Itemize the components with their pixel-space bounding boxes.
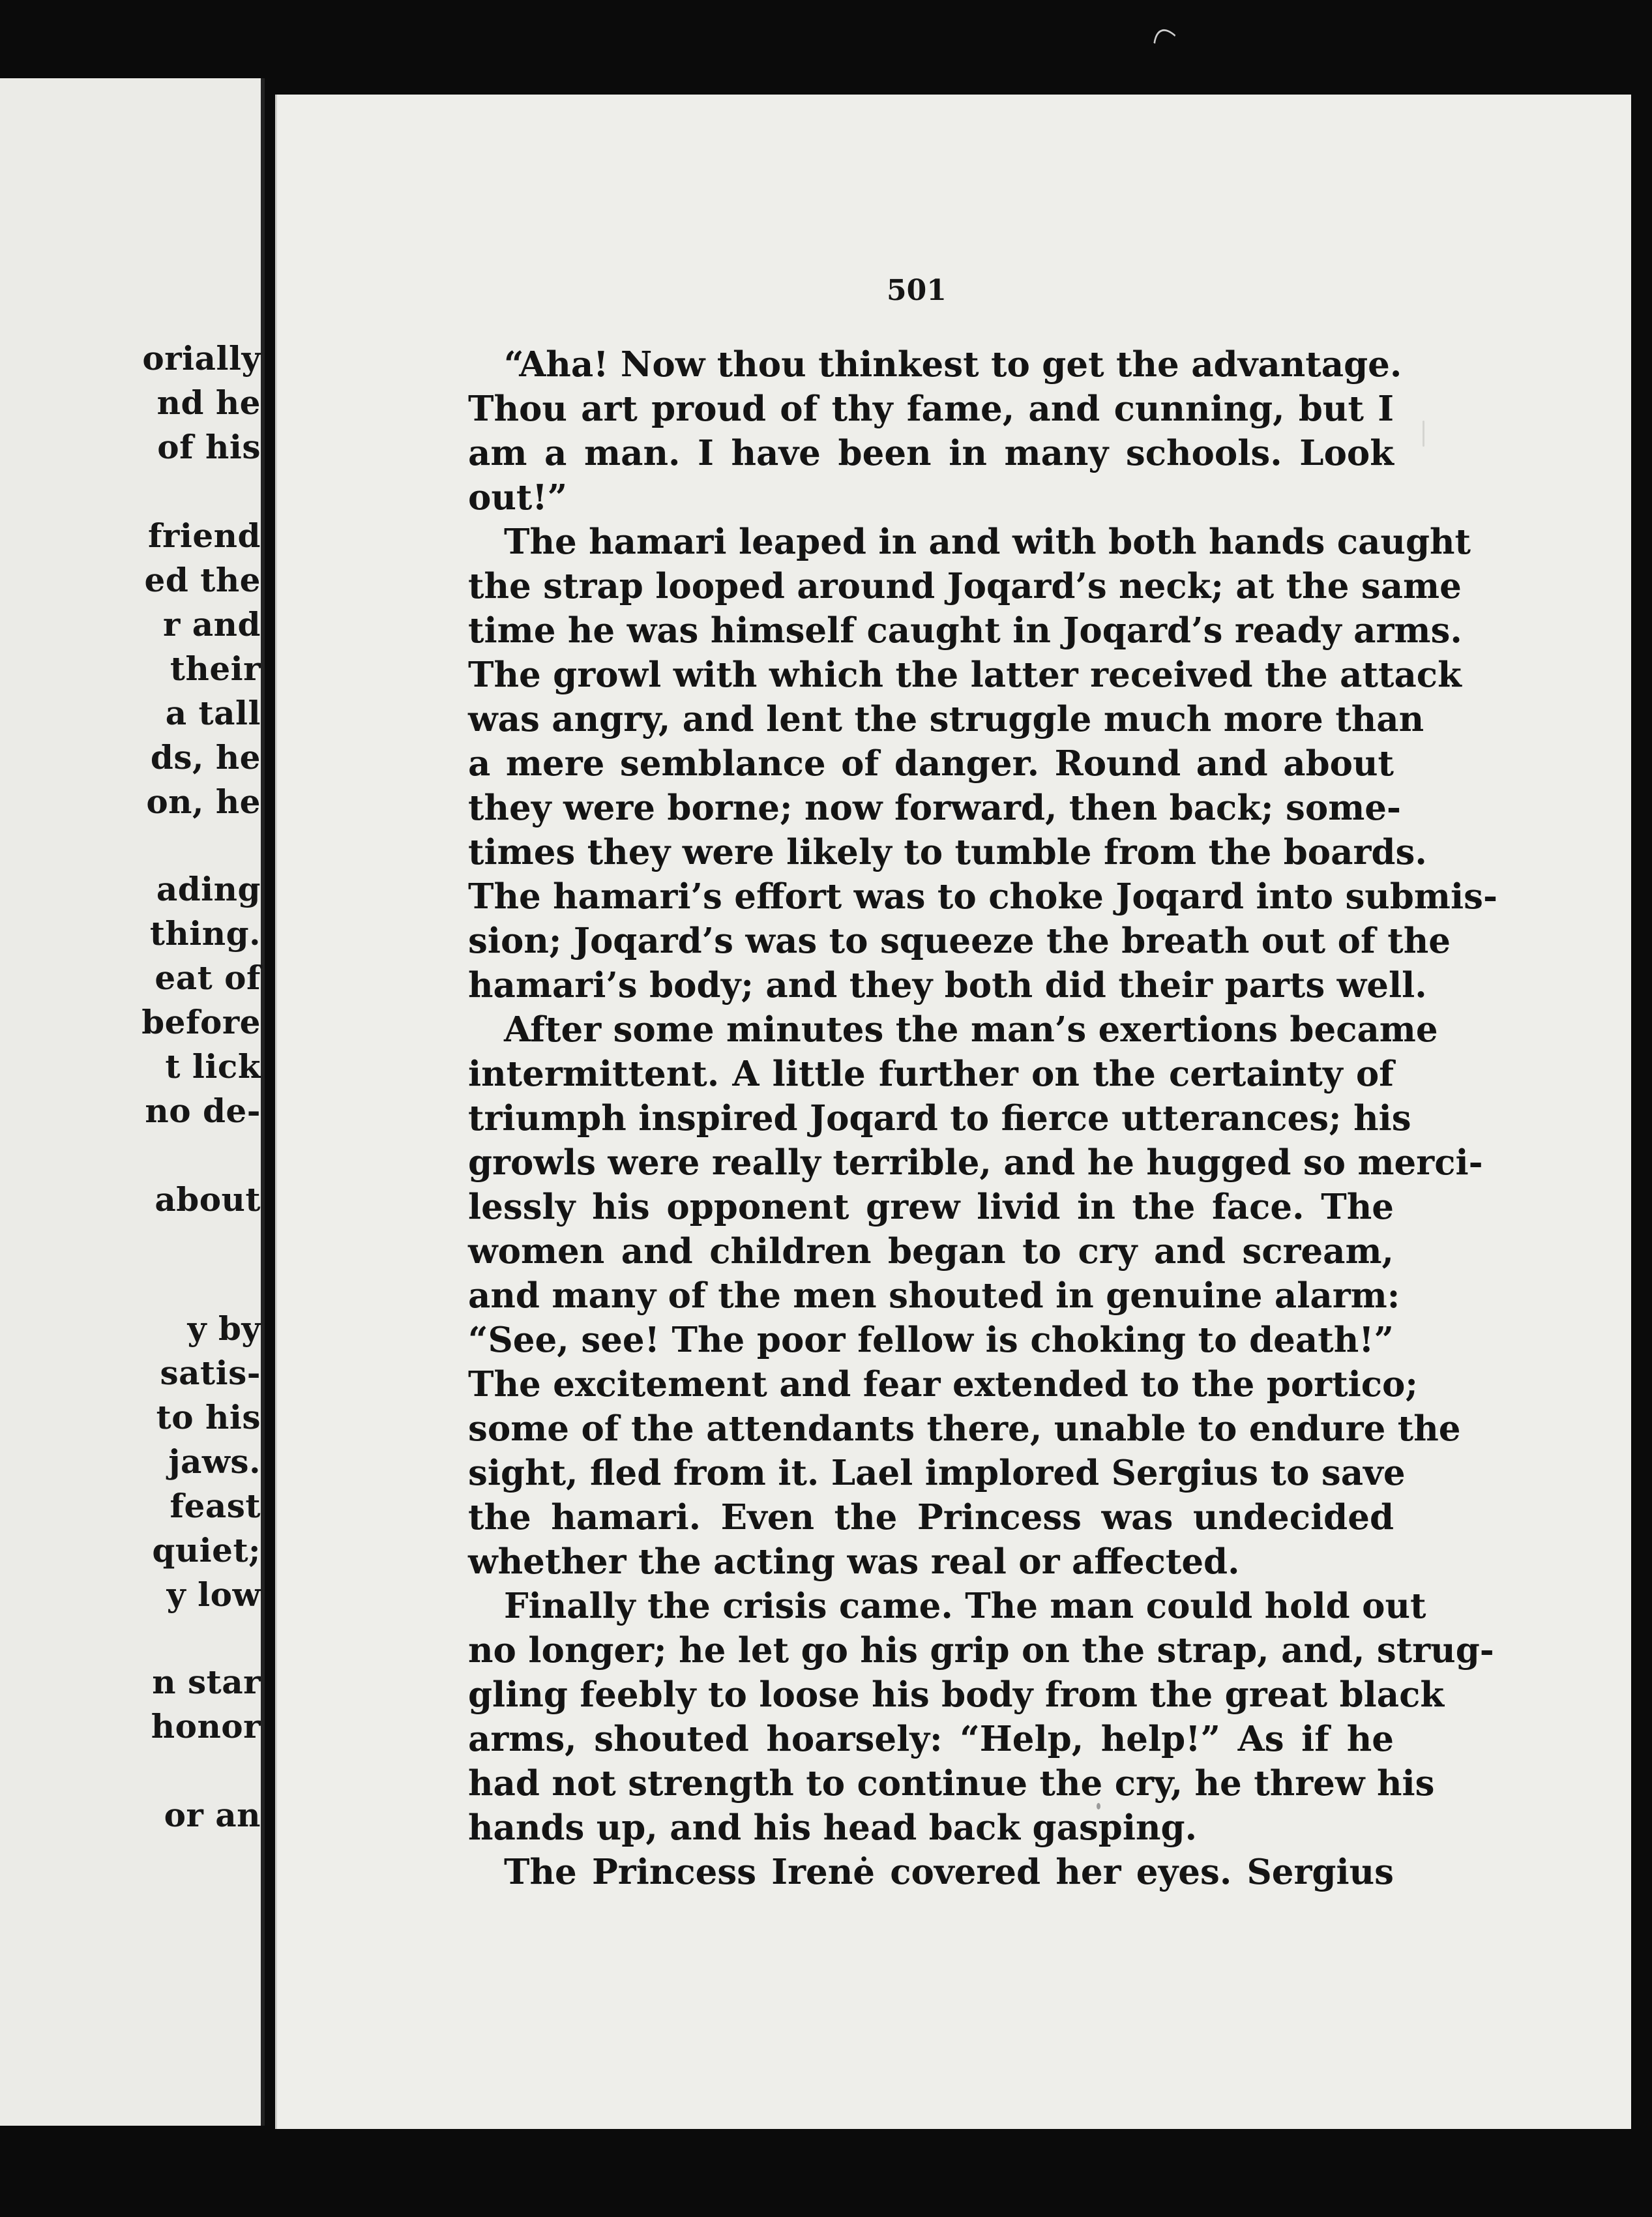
- left-fragment: quiet;: [152, 1531, 261, 1570]
- left-fragment: of his: [157, 428, 261, 466]
- left-fragment: before: [141, 1003, 261, 1041]
- text-line: The hamari leaped in and with both hands caught: [504, 522, 1471, 562]
- text-line: Thou art proud of thy fame, and cunning, but I: [468, 389, 1394, 429]
- left-fragment: n star: [152, 1663, 261, 1701]
- paragraph: [468, 1584, 1494, 1850]
- text-line: lessly his opponent grew livid in the face. The: [468, 1187, 1394, 1227]
- paragraph: [468, 342, 1402, 520]
- text-line: The hamari’s effort was to choke Joqard into submis-: [468, 876, 1497, 917]
- text-line: hamari’s body; and they both did their parts well.: [468, 965, 1427, 1005]
- left-fragment: their: [170, 649, 261, 688]
- body-text: [468, 342, 1497, 1894]
- left-fragment: thing.: [149, 914, 261, 953]
- left-fragment: r and: [163, 605, 261, 644]
- text-line: After some minutes the man’s exertions became: [504, 1009, 1438, 1050]
- text-line: time he was himself caught in Joqard’s ready arms.: [468, 610, 1462, 651]
- left-fragment: feast: [170, 1487, 261, 1525]
- text-line: no longer; he let go his grip on the strap, and, strug-: [468, 1630, 1494, 1671]
- text-line: hands up, and his head back gasping.: [468, 1808, 1198, 1848]
- text-line: they were borne; now forward, then back; some-: [468, 788, 1402, 828]
- left-fragment: no de-: [145, 1092, 261, 1130]
- left-fragment: or an: [164, 1796, 261, 1834]
- text-line: arms, shouted hoarsely: “Help, help!” As if he: [468, 1719, 1394, 1759]
- left-fragment: jaws.: [168, 1442, 261, 1481]
- text-line: whether the acting was real or affected.: [468, 1541, 1240, 1582]
- text-line: gling feebly to loose his body from the great black: [468, 1674, 1445, 1715]
- text-line: and many of the men shouted in genuine alarm:: [468, 1275, 1400, 1316]
- text-line: times they were likely to tumble from the boards.: [468, 832, 1427, 872]
- left-fragment: nd he: [156, 383, 261, 422]
- left-fragment: a tall: [165, 694, 261, 732]
- text-line: growls were really terrible, and he hugged so merci-: [468, 1142, 1483, 1183]
- left-fragment: on, he: [146, 782, 261, 821]
- left-fragment: satis-: [160, 1354, 261, 1392]
- text-line: The Princess Irenė covered her eyes. Sergius: [504, 1852, 1394, 1892]
- left-fragment: honor: [151, 1707, 261, 1746]
- text-line: the strap looped around Joqard’s neck; at the same: [468, 566, 1462, 606]
- left-fragment: eat of: [155, 959, 261, 997]
- left-fragment: t lick: [165, 1047, 261, 1086]
- left-page-edge: [0, 78, 265, 2126]
- text-line: intermittent. A little further on the certainty of: [468, 1054, 1394, 1094]
- text-line: am a man. I have been in many schools. Look: [468, 433, 1394, 473]
- text-line: had not strength to continue the cry, he threw his: [468, 1763, 1435, 1804]
- left-fragment: ading: [156, 870, 261, 908]
- left-fragment: y low: [166, 1575, 261, 1614]
- text-line: The excitement and fear extended to the portico;: [468, 1364, 1418, 1405]
- text-line: sion; Joqard’s was to squeeze the breath out of the: [468, 921, 1451, 961]
- paper-speck: [1423, 421, 1424, 447]
- left-fragment: ed the: [144, 561, 261, 599]
- left-fragment: orially: [142, 339, 261, 378]
- text-line: was angry, and lent the struggle much more than: [468, 699, 1424, 739]
- left-fragment: ds, he: [150, 738, 261, 777]
- page-number: 501: [887, 274, 947, 307]
- left-fragment: about: [155, 1180, 261, 1219]
- text-line: “Aha! Now thou thinkest to get the advantage.: [504, 344, 1402, 385]
- text-line: out!”: [468, 477, 568, 518]
- left-fragment: y by: [187, 1309, 261, 1348]
- left-fragment: friend: [148, 516, 261, 555]
- text-line: women and children began to cry and scream,: [468, 1231, 1394, 1272]
- paragraph: [468, 1850, 1394, 1894]
- text-line: sight, fled from it. Lael implored Sergius to save: [468, 1453, 1406, 1493]
- left-fragment: to his: [156, 1398, 261, 1436]
- text-line: The growl with which the latter received the attack: [468, 655, 1462, 695]
- paragraph: [468, 520, 1497, 1007]
- text-line: some of the attendants there, unable to endure the: [468, 1408, 1461, 1449]
- text-line: the hamari. Even the Princess was undecided: [468, 1497, 1394, 1538]
- paragraph: [468, 1007, 1483, 1584]
- text-line: “See, see! The poor fellow is choking to death!”: [468, 1320, 1394, 1360]
- text-line: Finally the crisis came. The man could hold out: [504, 1586, 1426, 1626]
- text-line: triumph inspired Joqard to fierce utterances; his: [468, 1098, 1411, 1138]
- text-line: a mere semblance of danger. Round and about: [468, 743, 1394, 784]
